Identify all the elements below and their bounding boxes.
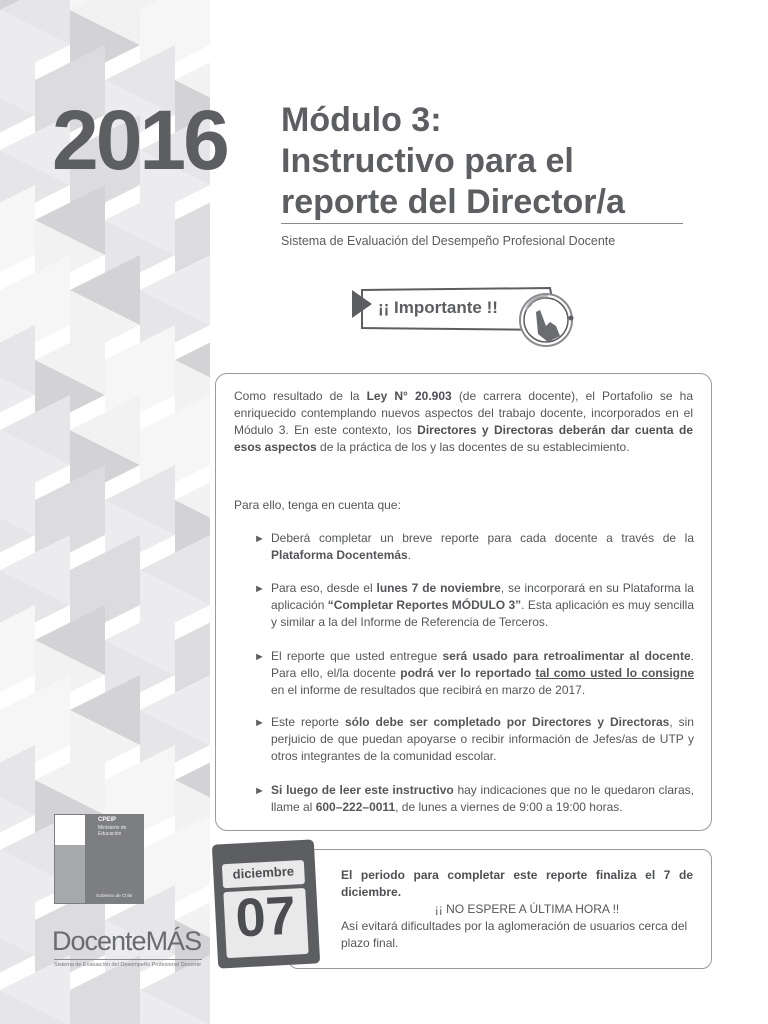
emphasis-text: Plataforma Docentemás bbox=[271, 548, 408, 562]
subtitle: Sistema de Evaluación del Desempeño Profesional Docente bbox=[281, 234, 616, 248]
important-badge bbox=[350, 282, 590, 362]
cpeip-label: CPEIP bbox=[98, 817, 117, 823]
calendar-day: 07 bbox=[234, 885, 298, 949]
calendar-icon bbox=[212, 839, 320, 968]
emphasis-text: podrá ver lo reportado bbox=[400, 666, 532, 680]
emphasis-text: Directores y Directoras deberán dar cuenta de esos aspectos bbox=[234, 423, 694, 454]
bullet-arrow-icon: ► bbox=[254, 651, 265, 663]
intro-lead: Para ello, tenga en cuenta que: bbox=[234, 498, 401, 512]
year-heading: 2016 bbox=[52, 93, 227, 187]
emphasis-text: será usado para retroalimentar al docente bbox=[442, 649, 691, 663]
ministry-label: Ministerio de Educación bbox=[98, 825, 127, 837]
bullet-arrow-icon: ► bbox=[254, 785, 265, 797]
title-line: Instructivo para el bbox=[281, 142, 574, 180]
calendar-month: diciembre bbox=[232, 863, 295, 882]
emphasis-text: Si luego de leer este instructivo bbox=[271, 783, 454, 797]
government-label: Gobierno de Chile bbox=[96, 893, 133, 898]
title-line: reporte del Director/a bbox=[281, 183, 625, 221]
deadline-text: El periodo para completar este reporte finaliza el 7 de diciembre. bbox=[341, 868, 693, 899]
list-item: ► Deberá completar un breve reporte para cada docente a través de la Plataforma Docentemás. bbox=[254, 531, 694, 562]
list-item: ► Este reporte sólo debe ser completado por Directores y Directoras, sin perjuicio de que puedan apoyarse o recibir información de Jefes/as de UTP y otros integrantes de la comunidad escolar. bbox=[254, 715, 694, 763]
list-item: ► Para eso, desde el lunes 7 de noviembre, se incorporará en su Plataforma la aplicación “Completar Reportes MÓDULO 3”. Esta aplicación es muy sencilla y similar a la del Informe de Referencia de Terceros. bbox=[254, 581, 695, 629]
chile-crest-icon bbox=[55, 815, 85, 845]
emphasis-text: Ley N° 20.903 bbox=[366, 389, 452, 403]
emphasis-text: 600–222–0011 bbox=[315, 800, 396, 814]
deadline-warning: ¡¡ NO ESPERE A ÚLTIMA HORA !! bbox=[434, 902, 620, 916]
title-line: Módulo 3: bbox=[281, 101, 442, 139]
hand-tap-icon bbox=[520, 294, 574, 346]
logo-stripe bbox=[55, 845, 85, 903]
emphasis-text: lunes 7 de noviembre bbox=[376, 581, 501, 595]
document-title bbox=[281, 100, 691, 223]
intro-paragraph: Como resultado de la Ley N° 20.903 (de carrera docente), el Portafolio se ha enriquecido contemplando nuevos aspectos del trabajo docente, incorporados en el Módulo 3. En este contexto, los Directores y Directoras deberán dar cuenta de esos aspectos de la práctica de los y las docentes de su establecimiento. bbox=[234, 389, 694, 454]
deadline-advice: Así evitará dificultades por la aglomeración de usuarios cerca del plazo final. bbox=[341, 919, 688, 950]
bullet-arrow-icon: ► bbox=[254, 717, 265, 729]
emphasis-text: “Completar Reportes MÓDULO 3” bbox=[327, 598, 522, 612]
emphasis-text: tal como usted lo consigne bbox=[535, 666, 694, 680]
logo-divider bbox=[54, 959, 202, 960]
bullet-arrow-icon: ► bbox=[254, 533, 265, 545]
title-divider bbox=[281, 223, 683, 224]
bullet-arrow-icon: ► bbox=[254, 583, 265, 595]
docentemas-logo: DocenteMÁS bbox=[52, 926, 202, 956]
list-item: ► El reporte que usted entregue será usado para retroalimentar al docente. Para ello, el/la docente podrá ver lo reportado tal como usted lo consigne en el informe de resultados que recibirá en marzo de 2017. bbox=[254, 649, 694, 697]
emphasis-text: sólo debe ser completado por Directores y Directoras bbox=[344, 715, 670, 729]
important-label: ¡¡ Importante !! bbox=[378, 298, 498, 317]
list-item: ► Si luego de leer este instructivo hay indicaciones que no le quedaron claras, llame al 600–222–0011, de lunes a viernes de 9:00 a 19:00 horas. bbox=[254, 783, 694, 814]
docentemas-tagline: Sistema de Evaluación del Desempeño Profesional Docente bbox=[54, 962, 202, 968]
